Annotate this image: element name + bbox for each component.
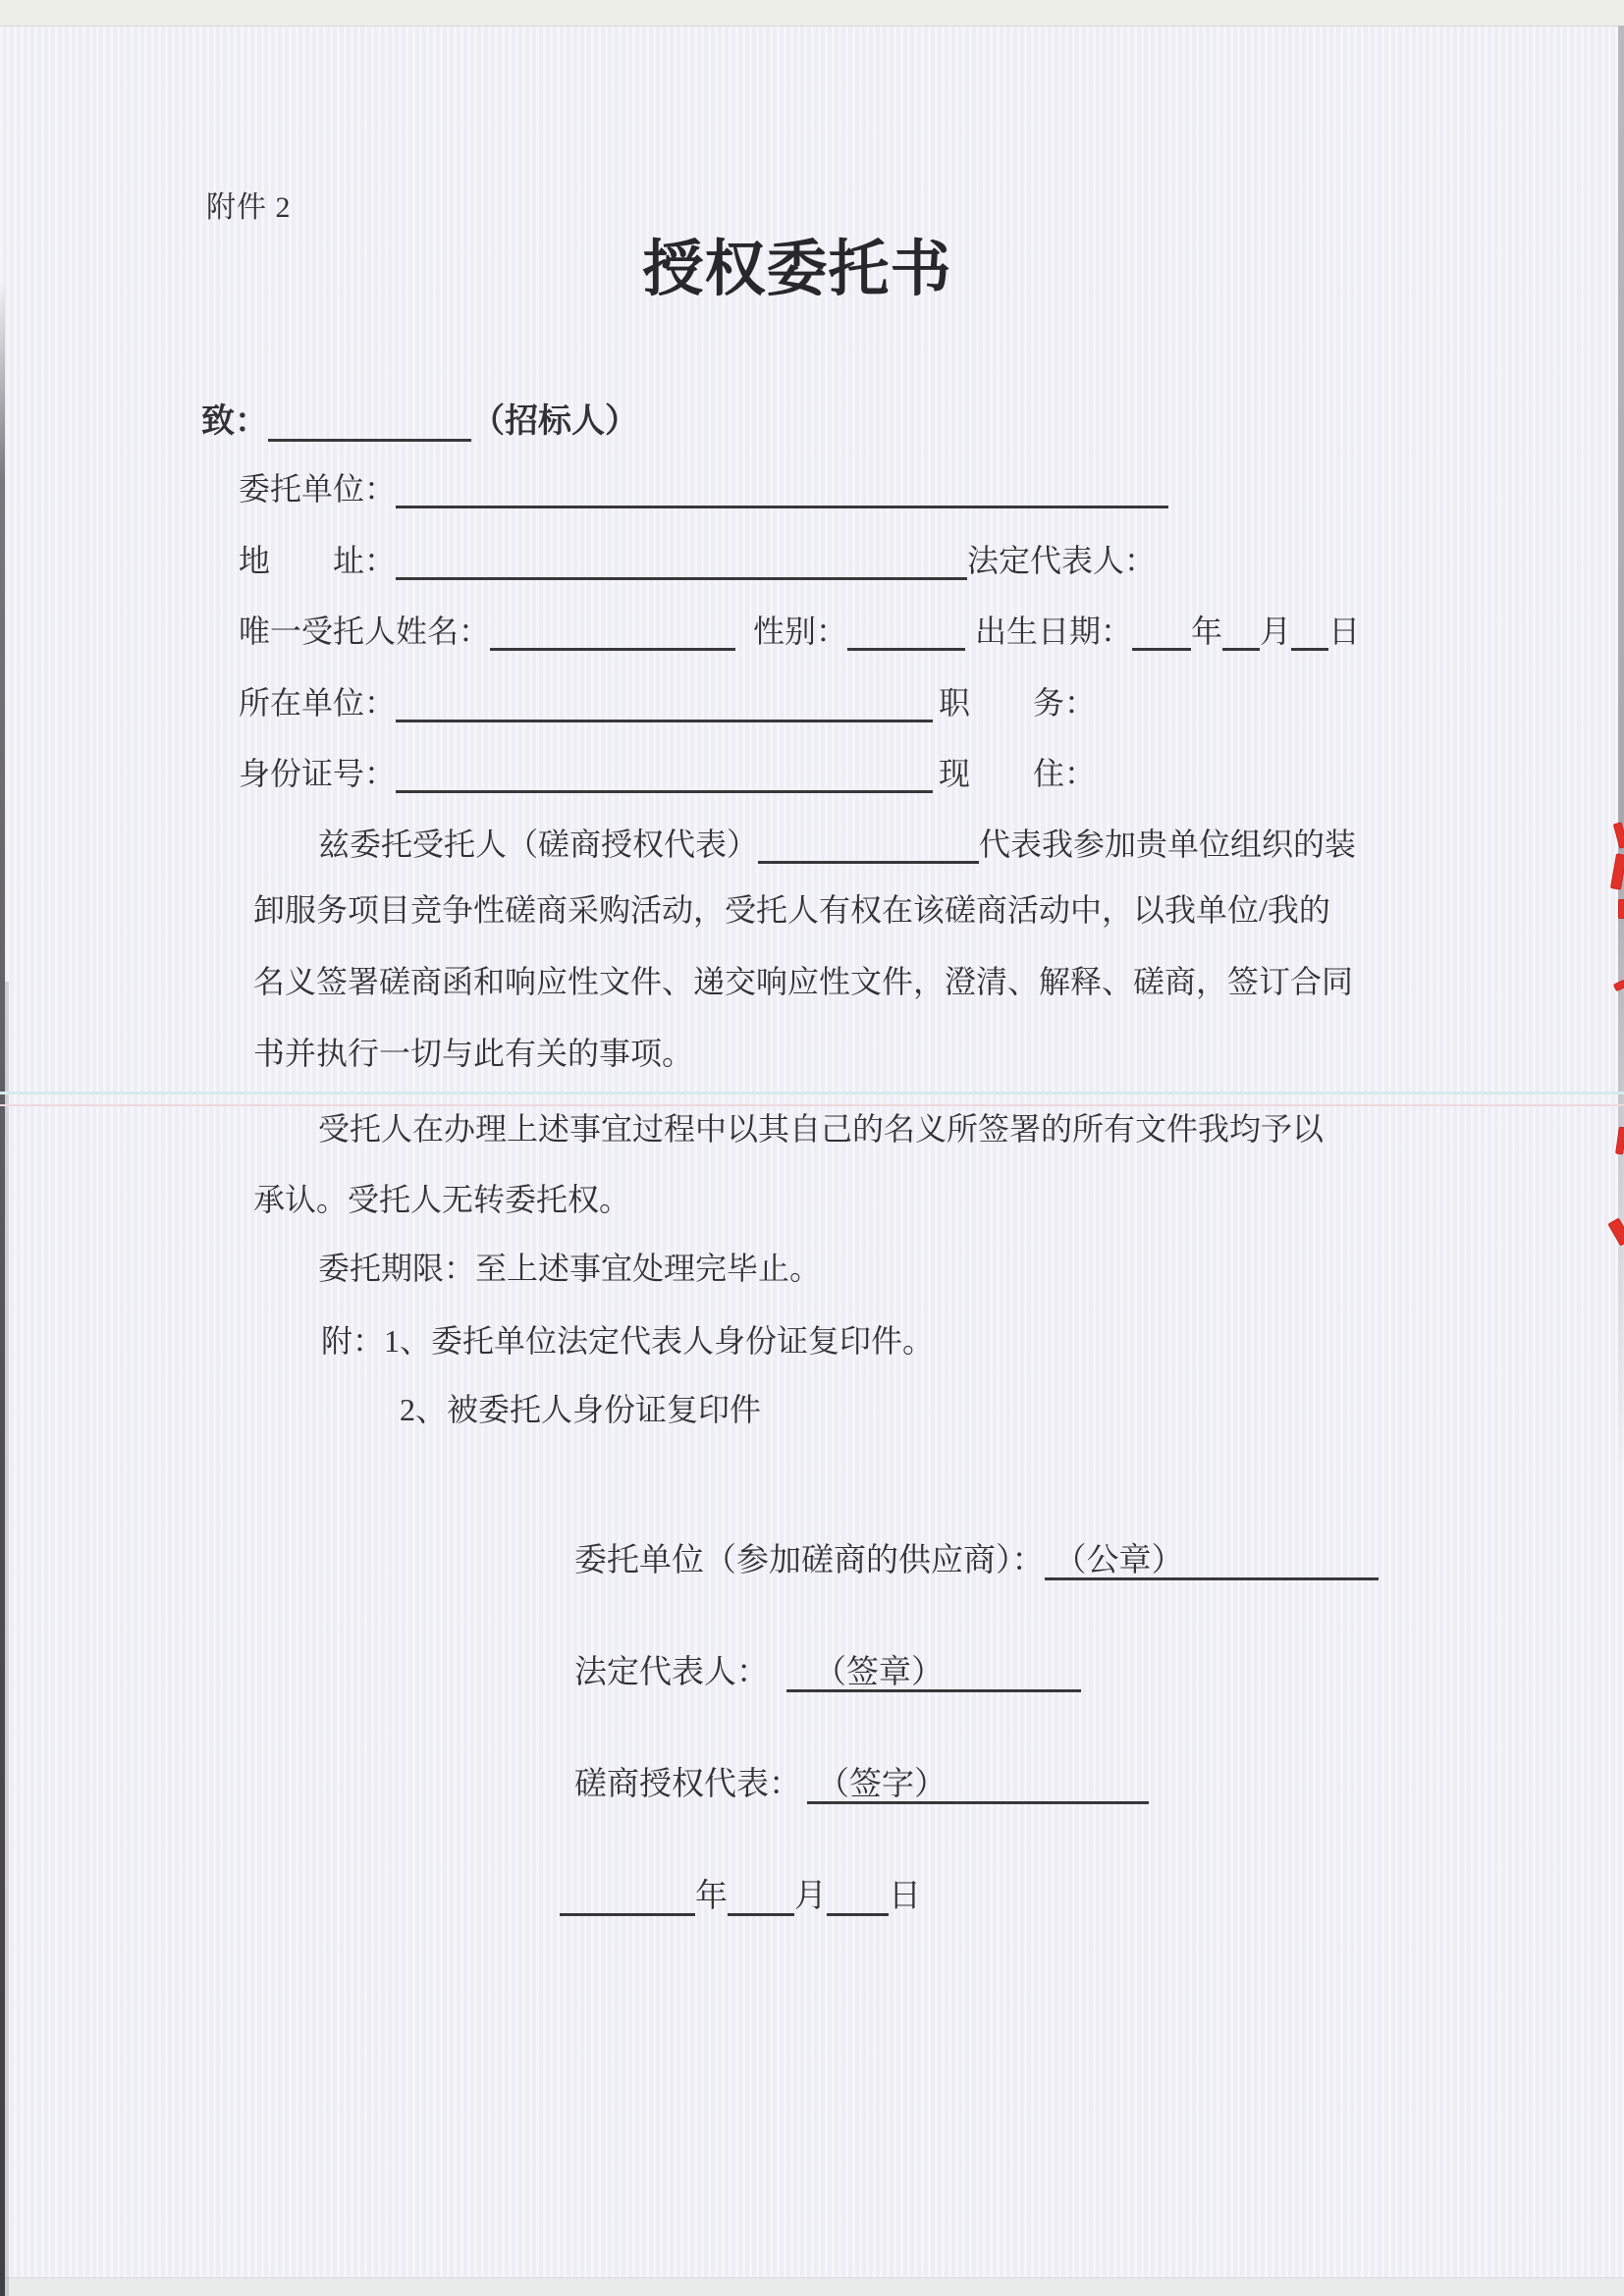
blank-entrust-unit xyxy=(396,466,1168,508)
form-row-trustee xyxy=(239,606,1360,651)
attachment-lead: 附： xyxy=(321,1323,385,1359)
birth-date-label: 出生日期： xyxy=(975,614,1133,649)
day-char: 日 xyxy=(1328,614,1361,649)
recipient-hint-label: （招标人） xyxy=(471,403,638,440)
trustee-name-label: 唯一受托人姓名： xyxy=(239,614,491,649)
para1-lead-text: 兹委托受托人（磋商授权代表） xyxy=(318,827,759,862)
gender-label: 性别： xyxy=(753,614,848,649)
month-char: 月 xyxy=(1260,614,1292,649)
para1-line1 xyxy=(318,819,1356,864)
legal-rep-sign-hint: （签章） xyxy=(814,1655,944,1690)
blank-id-number xyxy=(396,751,933,793)
agent-sign-hint: （签字） xyxy=(817,1767,947,1802)
blank-agent-sign xyxy=(807,1765,1149,1804)
blank-birth-year xyxy=(1132,609,1191,651)
sign-year-char: 年 xyxy=(695,1879,728,1914)
scan-edge-bottom xyxy=(0,2277,1624,2296)
blank-trustee-name xyxy=(490,609,735,651)
signature-agent-label: 磋商授权代表： xyxy=(574,1767,801,1802)
scan-edge-top xyxy=(0,0,1624,27)
position-label: 职 务： xyxy=(939,685,1097,721)
blank-recipient-name xyxy=(268,400,471,442)
red-stamp-fragment xyxy=(1613,822,1624,848)
recipient-row xyxy=(201,397,638,442)
blank-sign-day xyxy=(827,1874,889,1916)
para2-line2: 承认。受托人无转委托权。 xyxy=(253,1182,631,1217)
attachment-line-1 xyxy=(321,1315,934,1361)
blank-agent-name xyxy=(758,822,979,864)
para2-line1: 受托人在办理上述事宜过程中以其自己的名义所签署的所有文件我均予以 xyxy=(318,1111,1325,1147)
para1-line3: 名义签署磋商函和响应性文件、递交响应性文件，澄清、解释、磋商，签订合同 xyxy=(253,964,1354,999)
blank-birth-month xyxy=(1222,609,1260,651)
signature-row-legal-rep xyxy=(574,1647,1081,1692)
legal-rep-label: 法定代表人： xyxy=(967,543,1157,578)
residence-label: 现 住： xyxy=(939,756,1097,791)
signature-legal-rep-label: 法定代表人： xyxy=(574,1655,769,1690)
attachment-label: 附件 2 xyxy=(206,191,292,224)
blank-sign-month xyxy=(728,1874,794,1916)
sign-day-char: 日 xyxy=(889,1879,921,1914)
id-number-label: 身份证号： xyxy=(239,756,397,791)
form-row-address xyxy=(239,535,1156,580)
fold-line-pink xyxy=(0,1104,1624,1106)
para1-after-blank-text: 代表我参加贵单位组织的装 xyxy=(979,827,1357,862)
term-line: 委托期限：至上述事宜处理完毕止。 xyxy=(318,1251,822,1286)
signature-row-agent xyxy=(574,1759,1149,1804)
red-stamp-fragment xyxy=(1607,1217,1624,1246)
blank-gender xyxy=(847,609,965,651)
to-label: 致： xyxy=(201,403,268,440)
blank-address xyxy=(396,538,967,580)
scan-edge-left-shadow-inner xyxy=(5,982,9,2296)
para1-line2: 卸服务项目竞争性磋商采购活动，受托人有权在该磋商活动中，以我单位/我的 xyxy=(253,892,1330,928)
work-unit-label: 所在单位： xyxy=(239,685,397,721)
form-row-id-number xyxy=(239,748,1096,793)
entrust-unit-label: 委托单位： xyxy=(239,471,397,507)
signature-unit-label: 委托单位（参加磋商的供应商）： xyxy=(574,1543,1045,1578)
unit-seal-hint: （公章） xyxy=(1054,1543,1184,1578)
signature-date-row xyxy=(560,1871,921,1916)
sign-month-char: 月 xyxy=(794,1879,827,1914)
blank-unit-seal xyxy=(1045,1541,1379,1580)
blank-birth-day xyxy=(1291,609,1328,651)
attachment-item-1: 1、委托单位法定代表人身份证复印件。 xyxy=(384,1323,935,1359)
form-row-work-unit xyxy=(239,677,1096,722)
page-title: 授权委托书 xyxy=(642,236,952,303)
blank-work-unit xyxy=(396,680,933,722)
fold-line-cyan xyxy=(0,1092,1624,1095)
blank-sign-year xyxy=(560,1874,695,1916)
form-row-entrust-unit xyxy=(239,463,1168,508)
red-stamp-fragment xyxy=(1618,899,1624,919)
signature-row-unit xyxy=(574,1535,1379,1580)
scan-edge-right-shadow xyxy=(1618,26,1624,1468)
attachment-line-2: 2、被委托人身份证复印件 xyxy=(400,1392,762,1427)
year-char: 年 xyxy=(1191,614,1223,649)
address-label: 地 址： xyxy=(239,543,397,578)
blank-legal-rep-sign xyxy=(786,1653,1081,1692)
para1-line4: 书并执行一切与此有关的事项。 xyxy=(253,1036,694,1071)
red-stamp-fragment xyxy=(1615,1127,1624,1155)
